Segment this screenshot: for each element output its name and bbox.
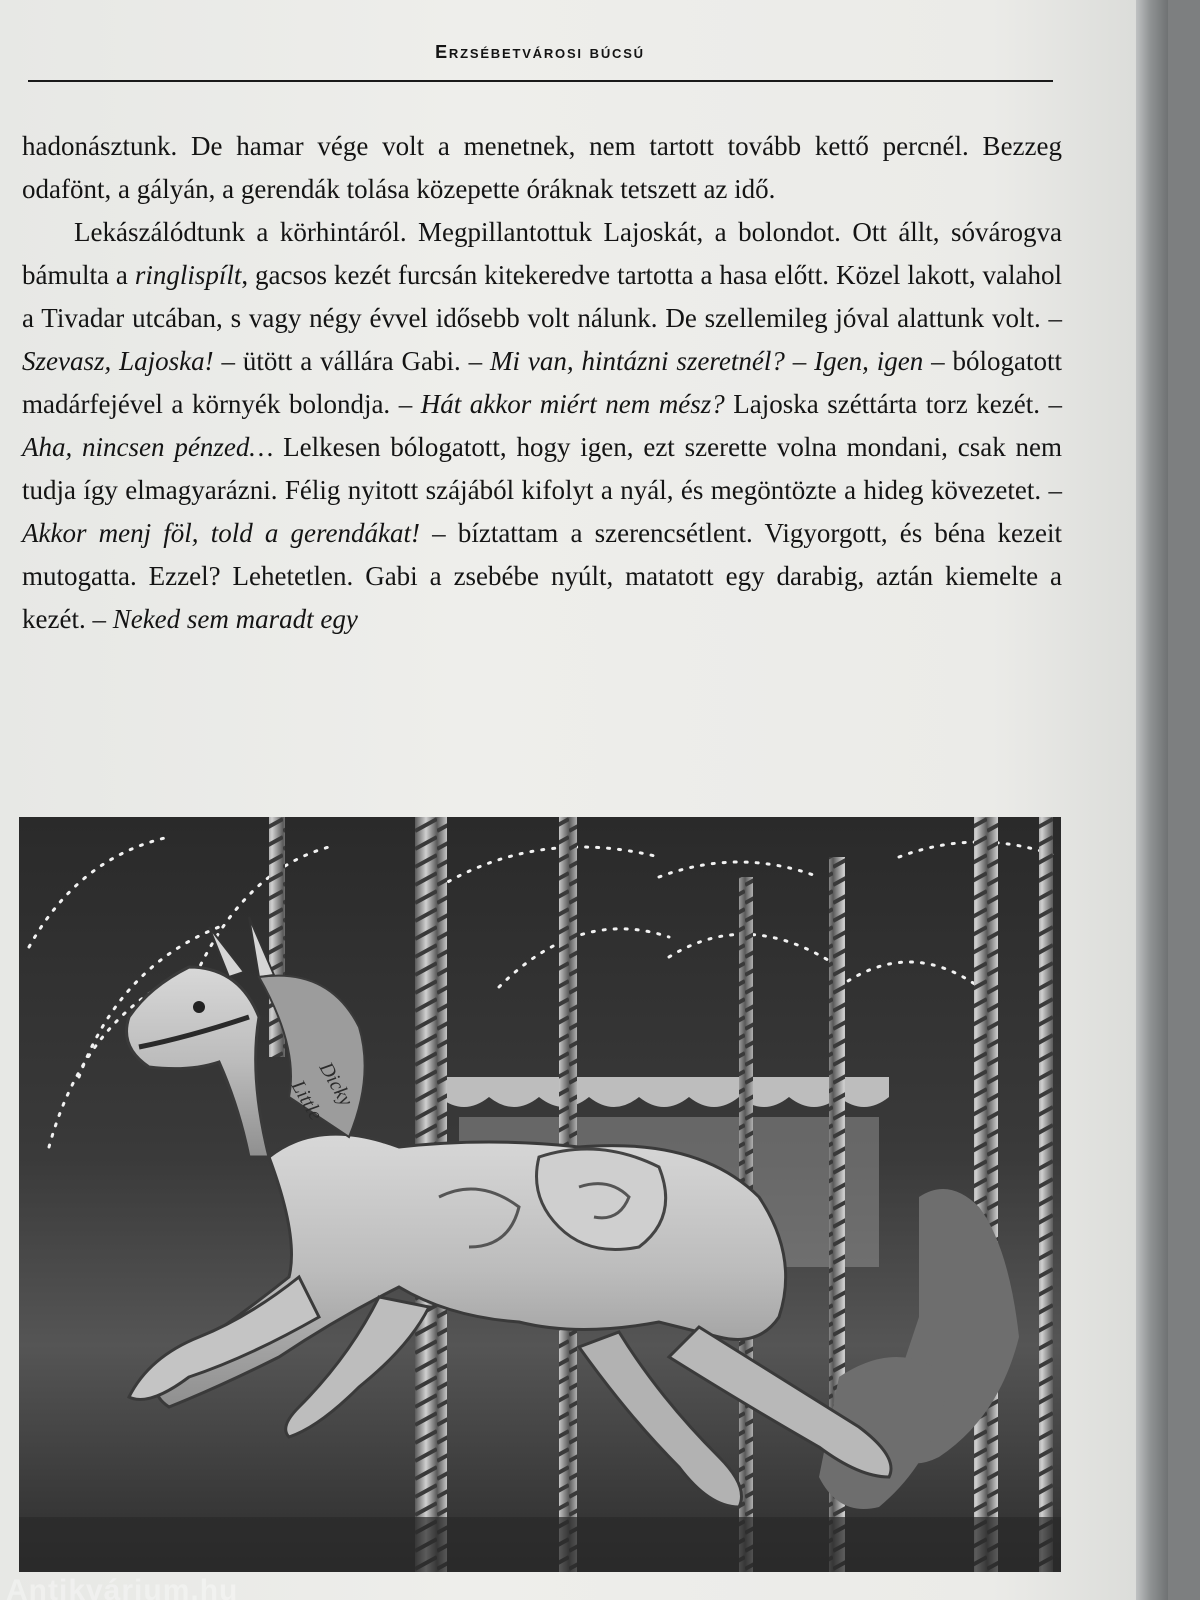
horse-inscription-1: Dicky: [314, 1058, 358, 1110]
italic-run: Szevasz, Lajoska!: [22, 346, 214, 376]
italic-run: Aha, nincsen pénzed…: [22, 432, 274, 462]
text-run: – bíztattam a szerencsétlent. Vigyorgott, és béna kezeit mutogatta. Ezzel? Lehetetlen. Gabi a zsebébe nyúlt, matatott egy darabig, aztán kiemelte a kezét. –: [22, 518, 1062, 634]
paragraph-2: [22, 211, 1062, 641]
text-run: – ütött a vállára Gabi. –: [213, 346, 490, 376]
paragraph-1: hadonásztunk. De hamar vége volt a menetnek, nem tartott tovább kettő percnél. Bezzeg odafönt, a gályán, a gerendák tolása közepette óráknak tetszett az idő.: [22, 131, 1062, 204]
text-run: , gacsos kezét furcsán kitekeredve tartotta a hasa előtt. Közel lakott, valahol a Tivadar utcában, s vagy négy évvel idősebb volt nálunk. De szellemileg jóval alattunk volt. –: [22, 260, 1062, 333]
italic-run: Mi van, hintázni szeretnél? – Igen, igen: [489, 346, 924, 376]
text-run: Lelkesen bólogatott, hogy igen, ezt szerette volna mondani, csak nem tudja így elmagyarázni. Félig nyitott szájából kifolyt a nyál, és megöntözte a hideg kövezetet. –: [22, 432, 1062, 505]
canopy-scallops: [439, 1077, 889, 1107]
carousel-photo: [19, 817, 1061, 1572]
page-edge-shadow: [1136, 0, 1168, 1600]
text-run: – bólogatott madárfejével a környék bolondja. –: [22, 346, 1062, 419]
horse-inscription-2: Little: [286, 1076, 327, 1125]
watermark: Antikvárium.hu: [6, 1574, 239, 1600]
text-run: Lekászálódtunk a körhintáról. Megpillantottuk Lajoskát, a bolondot. Ott állt, sóvárogva bámulta a: [22, 217, 1062, 290]
carousel-floor: [19, 1517, 1061, 1572]
italic-run: ringlispílt: [134, 260, 242, 290]
italic-run: Akkor menj föl, told a gerendákat!: [22, 518, 420, 548]
italic-run: Hát akkor miért nem mész?: [420, 389, 725, 419]
running-title: Erzsébetvárosi búcsú: [435, 42, 645, 62]
body-text: [22, 125, 1062, 641]
header-rule: [28, 80, 1053, 82]
italic-run: Neked sem maradt egy: [112, 604, 358, 634]
text-run: Lajoska széttárta torz kezét. –: [724, 389, 1062, 419]
